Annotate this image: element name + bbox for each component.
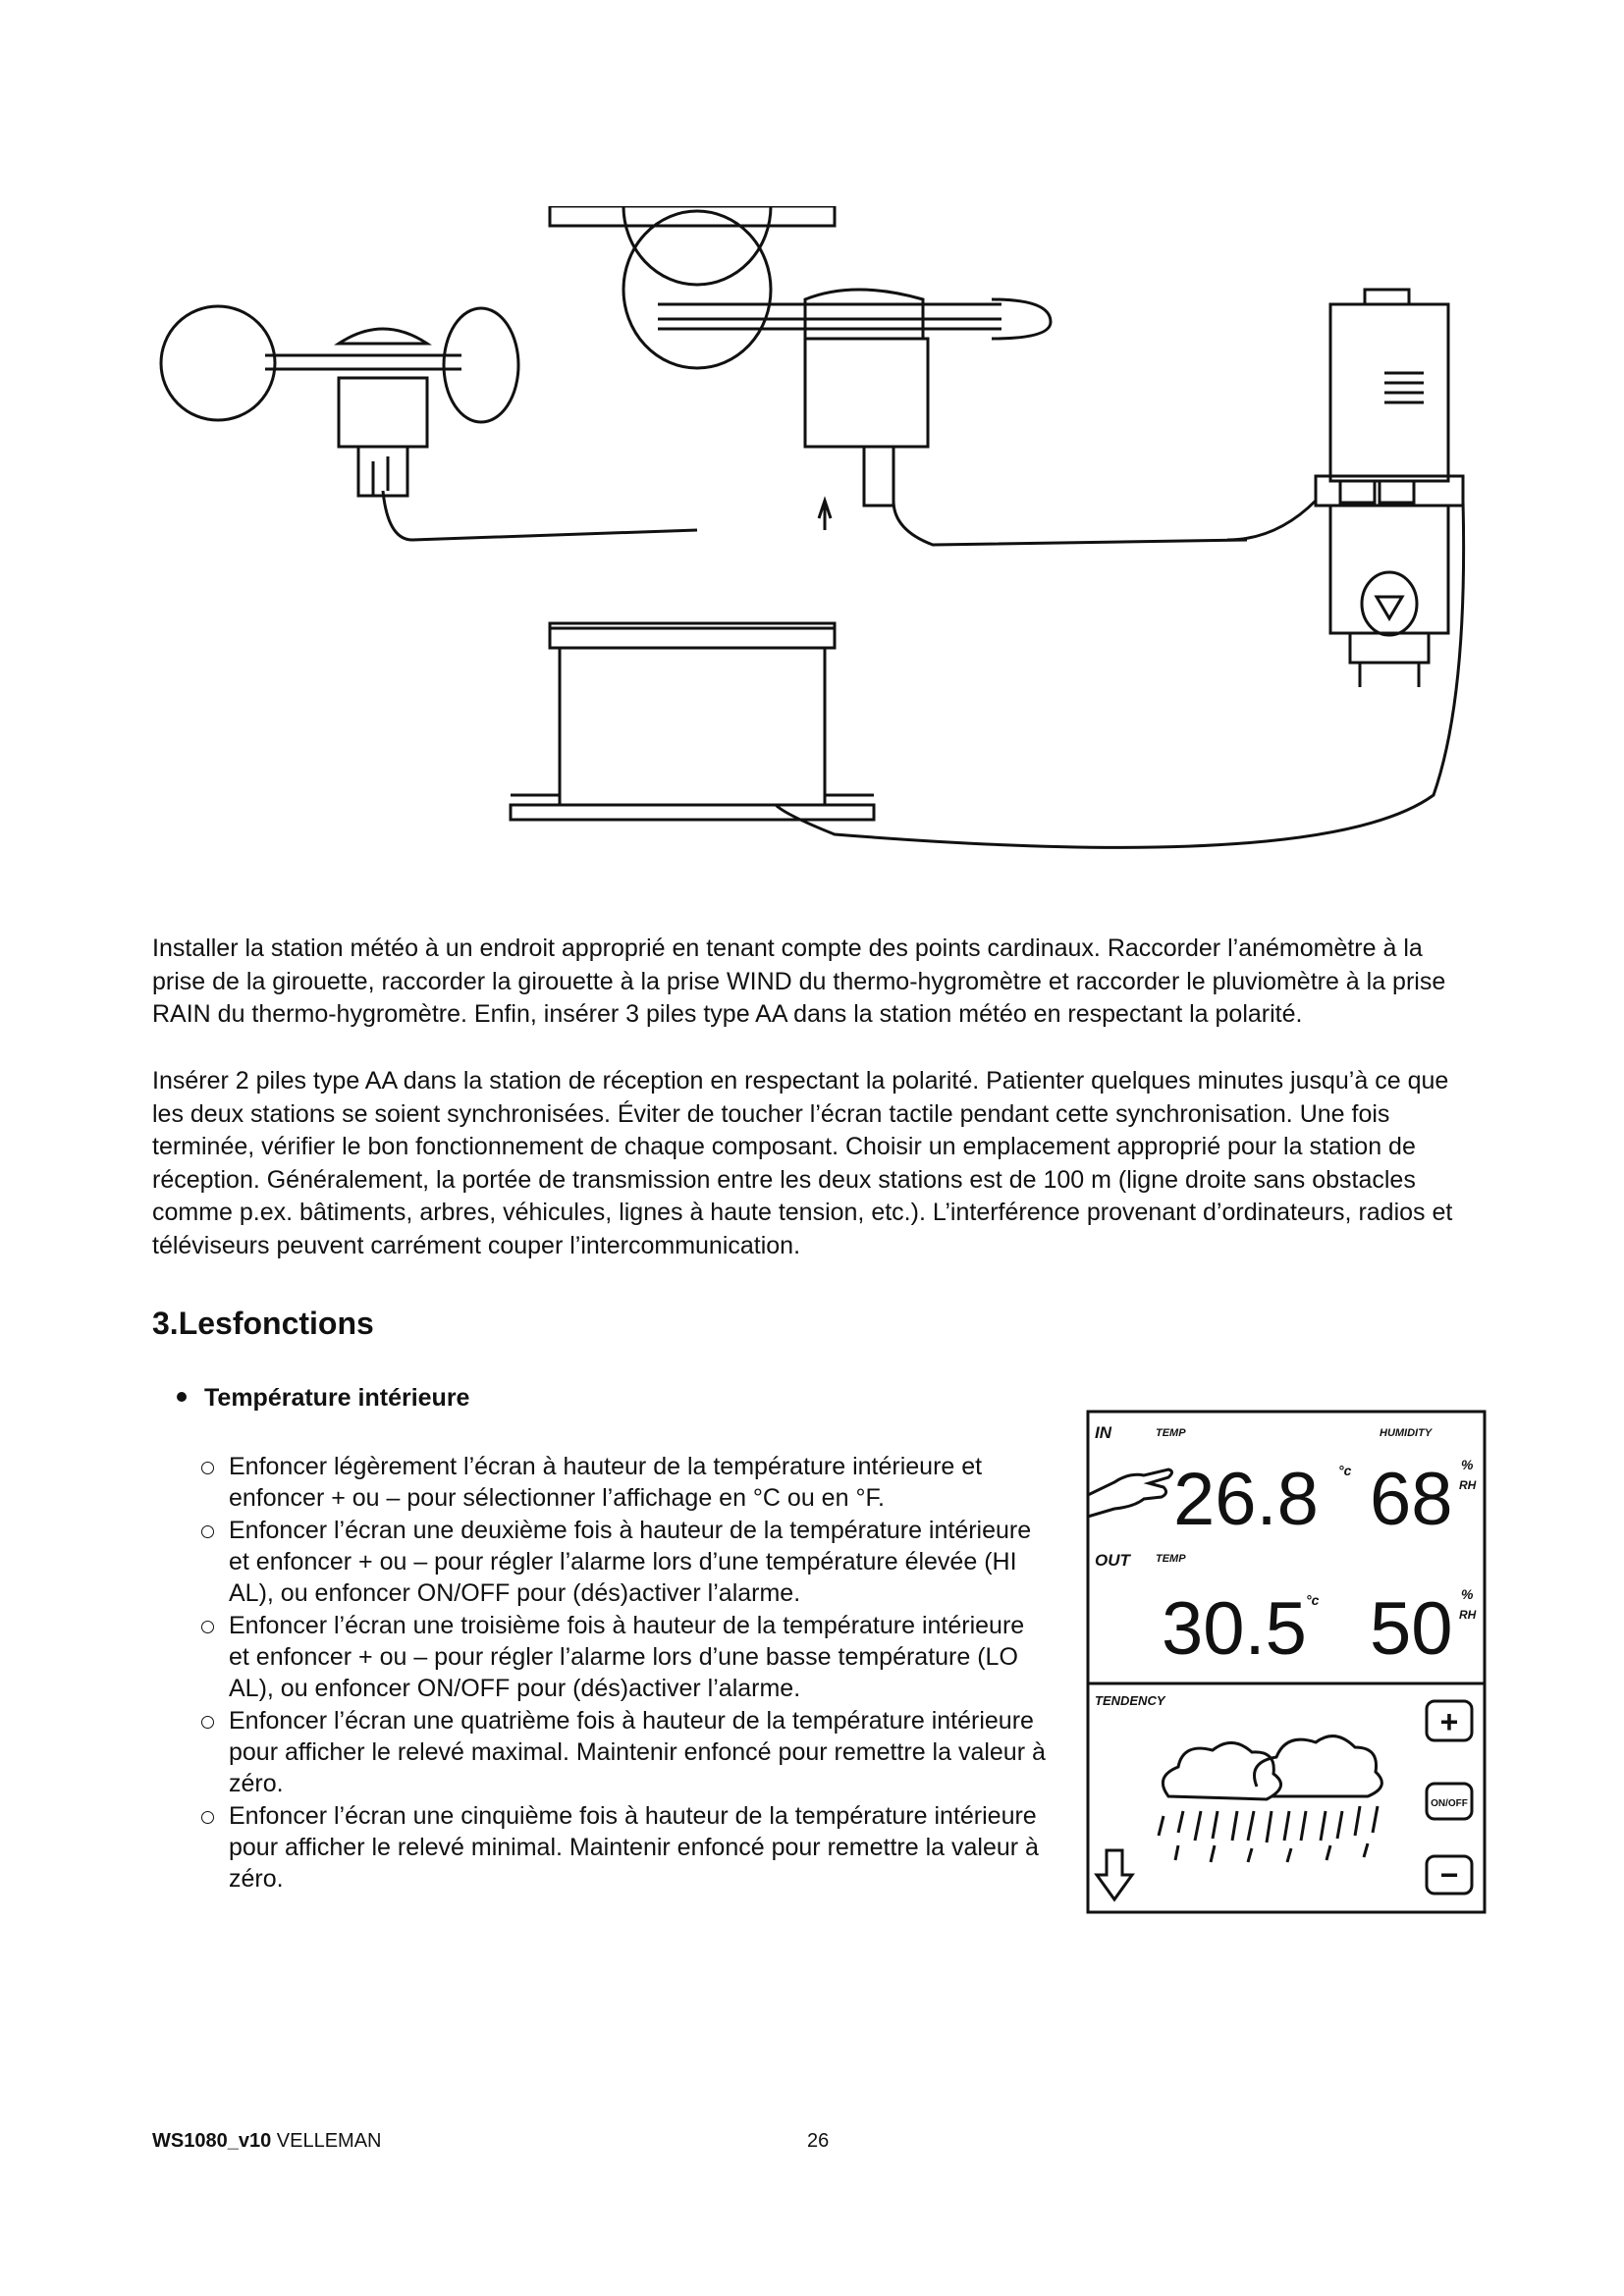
list-item: Enfoncer l’écran une troisième fois à hauteur de la température intérieure et enfoncer + ou – pour régler l’alarme lors d’une basse température (LO AL), ou enfoncer ON/OFF pour (dés)activer l’alarme. [201,1610,1046,1704]
onoff-button-label: ON/OFF [1431,1798,1468,1809]
in-temp-unit: °c [1338,1463,1352,1478]
onoff-button[interactable] [1427,1784,1472,1819]
page-number: 26 [807,2130,830,2152]
out-humidity-value: 50 [1370,1587,1453,1671]
list-item: Enfoncer l’écran une deuxième fois à hauteur de la température intérieure et enfoncer + ou – pour régler l’alarme lors d’une température élevée (HI AL), ou enfoncer ON/OFF pour (dés)activer l’alarme. [201,1515,1046,1609]
thermo-hygrometer-drawing [776,290,1464,847]
list-item: Enfoncer l’écran une quatrième fois à hauteur de la température intérieure pour afficher le relevé maximal. Maintenir enfoncé pour remettre la valeur à zéro. [201,1705,1046,1799]
in-humidity-pct: % [1461,1457,1474,1472]
list-item: Enfoncer l’écran une cinquième fois à hauteur de la température intérieure pour afficher le relevé minimal. Maintenir enfoncé pour remettre la valeur à zéro. [201,1800,1046,1895]
humidity-label: HUMIDITY [1380,1427,1433,1439]
plus-button-label: + [1439,1704,1459,1739]
in-humidity-value: 68 [1370,1458,1453,1541]
in-temp-value: 26.8 [1173,1458,1319,1541]
weather-station-assembly-illustration [147,206,1502,913]
minus-button-label: − [1439,1857,1459,1893]
in-humidity-rh: RH [1459,1478,1477,1492]
minus-button[interactable] [1427,1856,1472,1894]
section-heading: 3.Lesfonctions [152,1306,374,1341]
tendency-label: TENDENCY [1095,1693,1165,1708]
in-label: IN [1095,1423,1111,1442]
footer-model [152,2130,381,2153]
out-temp-value: 30.5 [1162,1587,1307,1671]
wind-vane-drawing [623,206,1247,545]
out-humidity-pct: % [1461,1586,1474,1602]
footer-model-code: WS1080_v10 [152,2130,272,2152]
list-item: Enfoncer légèrement l’écran à hauteur de la température intérieure et enfoncer + ou – pour sélectionner l’affichage en °C ou en °F. [201,1451,1046,1514]
footer-brand: VELLEMAN [276,2130,382,2152]
plus-button[interactable] [1427,1701,1472,1740]
in-temp-label: TEMP [1156,1427,1186,1439]
anemometer-drawing [161,306,697,540]
out-humidity-rh: RH [1459,1608,1477,1622]
step-list [201,1451,1046,1896]
intro-paragraph-2: Insérer 2 piles type AA dans la station de réception en respectant la polarité. Patienter quelques minutes jusqu’à ce que les deux stations se soient synchronisées. Éviter de toucher l’écran tactile pendant cette synchronisation. Une fois terminée, vérifier le bon fonctionnement de chaque composant. Choisir un emplacement approprié pour la station de réception. Généralement, la portée de transmission entre les deux stations est de 100 m (ligne droite sans obstacles comme p.ex. bâtiments, arbres, véhicules, lignes à haute tension, etc.). L’interférence provenant d’ordinateurs, radios et téléviseurs peuvent carrément couper l’intercommunication. [152,1067,1453,1259]
lcd-display-illustration [1085,1409,1488,1919]
out-temp-label: TEMP [1156,1553,1186,1565]
bullet-dot-icon [177,1392,187,1402]
bullet-heading [177,1384,469,1413]
bullet-heading-text: Température intérieure [204,1384,470,1412]
out-label: OUT [1095,1551,1130,1570]
out-temp-unit: °c [1306,1592,1320,1608]
intro-paragraph-1: Installer la station météo à un endroit approprié en tenant compte des points cardinaux. Raccorder l’anémomètre à la prise de la girouette, raccorder la girouette à la prise WIND du thermo-hygromètre et raccorder le pluviomètre à la prise RAIN du thermo-hygromètre. Enfin, insérer 3 piles type AA dans la station météo en respectant la polarité. [152,934,1446,1028]
